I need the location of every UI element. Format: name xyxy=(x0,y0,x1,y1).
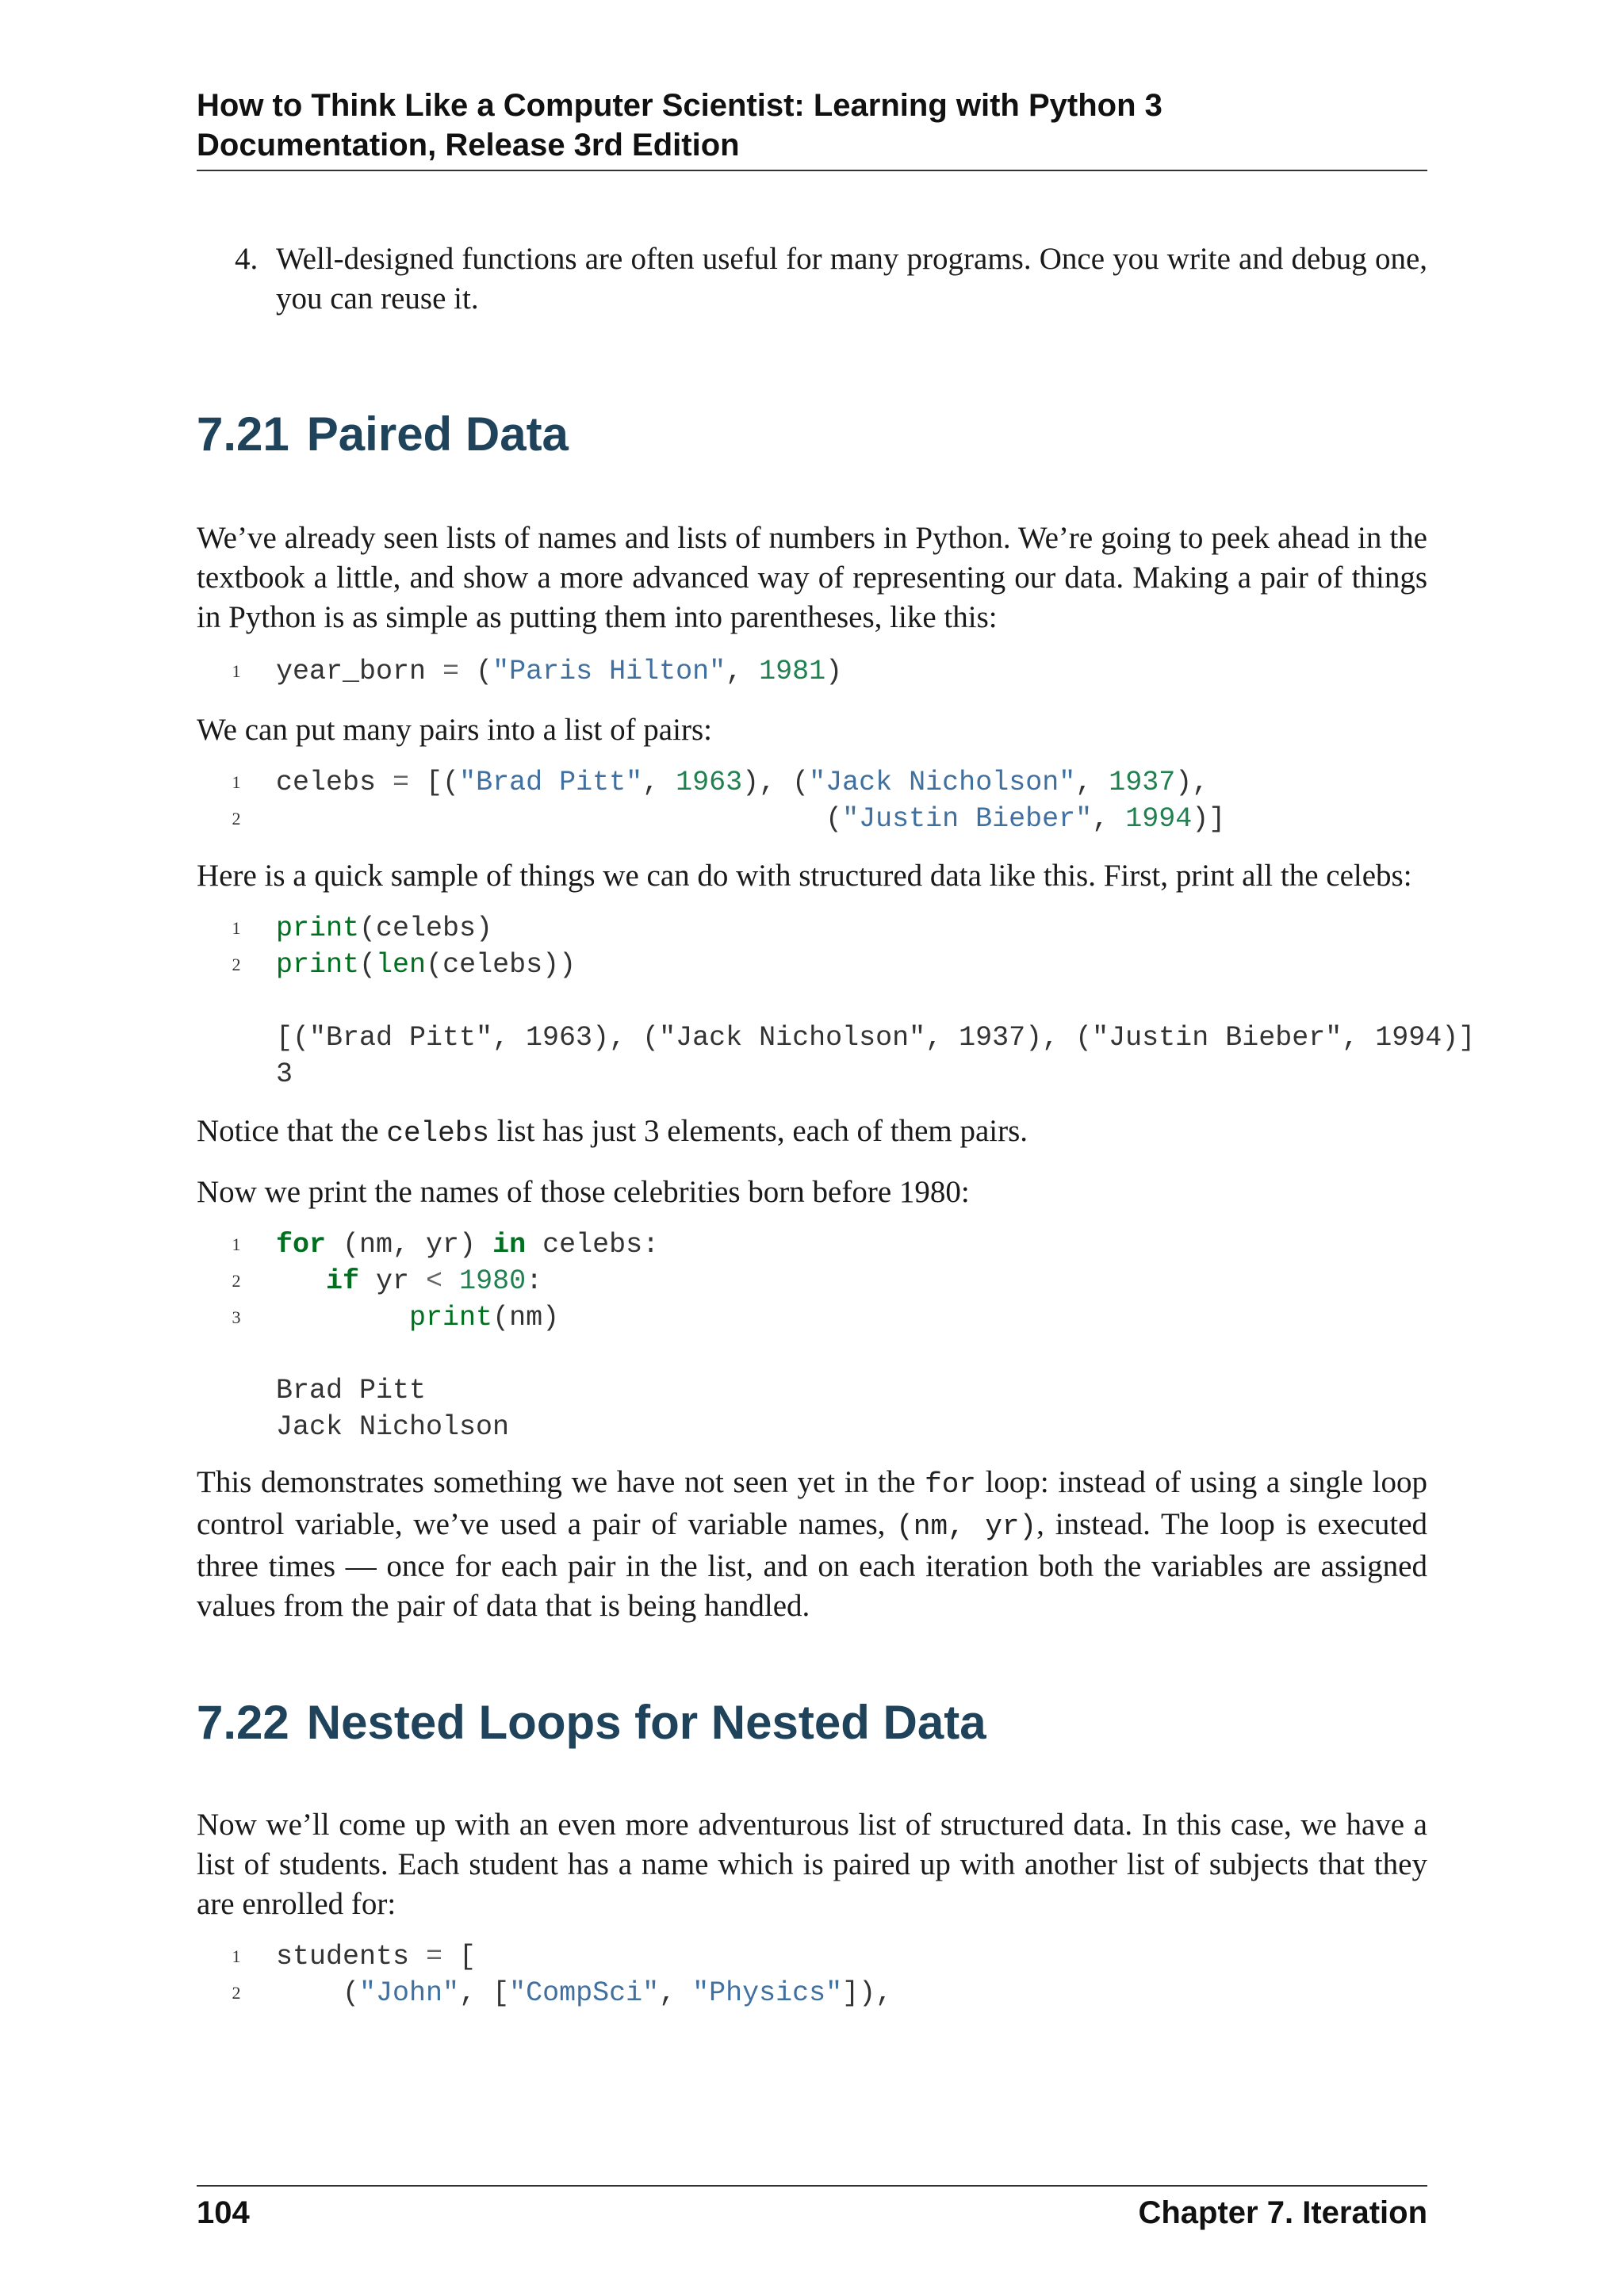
page-content xyxy=(197,239,1476,2011)
paragraph-sample: Here is a quick sample of things we can do with structured data like this. First, print all the celebs: xyxy=(197,859,1412,893)
chapter-label: Chapter 7. Iteration xyxy=(1138,2195,1427,2230)
list-item-number: 4. xyxy=(235,242,259,276)
paragraph-notice: Notice that the celebs list has just 3 elements, each of them pairs. xyxy=(197,1114,1028,1150)
line-number: 2 xyxy=(232,1271,241,1291)
section-heading-7-21 xyxy=(197,406,1427,463)
line-number: 1 xyxy=(232,661,241,681)
code-line: 1 year_born = ("Paris Hilton", 1981) xyxy=(197,653,1427,690)
paragraph-intro: We’ve already seen lists of names and lists of numbers in Python. We’re going to peek ahead in the textbook a little, and show a more advanced way of representing our data. Making a pair of things in Python is as simple as putting them into parentheses, like this: xyxy=(197,521,1427,634)
line-number: 2 xyxy=(232,955,241,974)
paragraph-students-intro: Now we’ll come up with an even more adventurous list of structured data. In this case, we have a list of students. Each student has a name which is paired up with another list of subjects that they are enrolled for: xyxy=(197,1808,1427,1921)
output-block-names xyxy=(197,1372,1427,1445)
footer-rule xyxy=(197,2185,1427,2187)
paragraph-list-of-pairs: We can put many pairs into a list of pairs: xyxy=(197,713,712,747)
page-number: 104 xyxy=(197,2195,250,2230)
section-title: Nested Loops for Nested Data xyxy=(306,1696,986,1749)
section-heading-7-22 xyxy=(197,1694,1427,1751)
code-block-year-born xyxy=(197,653,1427,690)
code-line: 2 print(len(celebs)) xyxy=(197,947,1427,983)
code-block-print-celebs xyxy=(197,910,1427,983)
code-line: 1 students = [ xyxy=(197,1938,1427,1975)
line-number: 1 xyxy=(232,1946,241,1966)
inline-code: for xyxy=(925,1468,976,1501)
line-number: 1 xyxy=(232,1234,241,1254)
line-number: 1 xyxy=(232,918,241,938)
output-line: Brad Pitt xyxy=(276,1375,427,1406)
paragraph-born-before: Now we print the names of those celebrities born before 1980: xyxy=(197,1175,970,1209)
code-line: 1 print(celebs) xyxy=(197,910,1427,947)
code-block-celebs xyxy=(197,764,1427,837)
inline-code: (nm, yr) xyxy=(896,1510,1037,1543)
section-number: 7.22 xyxy=(197,1696,289,1749)
header-rule xyxy=(197,170,1427,171)
output-block-celebs xyxy=(197,1020,1476,1093)
section-number: 7.21 xyxy=(197,408,289,461)
line-number: 1 xyxy=(232,772,241,792)
running-header xyxy=(197,86,1427,165)
header-title-line1: How to Think Like a Computer Scientist: Learning with Python 3 xyxy=(197,88,1162,123)
line-number: 2 xyxy=(232,1983,241,2003)
line-number: 3 xyxy=(232,1307,241,1327)
code-line: 2 ("Justin Bieber", 1994)] xyxy=(197,801,1427,837)
section-title: Paired Data xyxy=(306,408,569,461)
code-line: 2 if yr < 1980: xyxy=(197,1263,1427,1299)
paragraph-demonstrates: This demonstrates something we have not seen yet in the for loop: instead of using a single loop control variable, we’ve used a pair of variable names, (nm, yr), instead. The loop is executed three times — once for each pair in the list, and on each iteration both the variables are assigned values from the pair of data that is being handled. xyxy=(197,1465,1428,1623)
header-title-line2: Documentation, Release 3rd Edition xyxy=(197,128,740,163)
output-line: Jack Nicholson xyxy=(276,1411,510,1443)
list-item-text: Well-designed functions are often useful for many programs. Once you write and debug one, you can reuse it. xyxy=(276,242,1427,316)
list-item xyxy=(235,239,1427,319)
inline-code: celebs xyxy=(386,1117,489,1150)
code-line: 3 print(nm) xyxy=(197,1299,1427,1336)
output-line: 3 xyxy=(276,1058,293,1090)
code-block-students xyxy=(197,1938,1427,2011)
code-line: 2 ("John", ["CompSci", "Physics"]), xyxy=(197,1975,1427,2011)
code-block-for-loop xyxy=(197,1226,1427,1336)
code-line: 1 celebs = [("Brad Pitt", 1963), ("Jack Nicholson", 1937), xyxy=(197,764,1427,801)
line-number: 2 xyxy=(232,809,241,828)
code-line: 1 for (nm, yr) in celebs: xyxy=(197,1226,1427,1263)
output-line: [("Brad Pitt", 1963), ("Jack Nicholson", 1937), ("Justin Bieber", 1994)] xyxy=(276,1022,1476,1054)
